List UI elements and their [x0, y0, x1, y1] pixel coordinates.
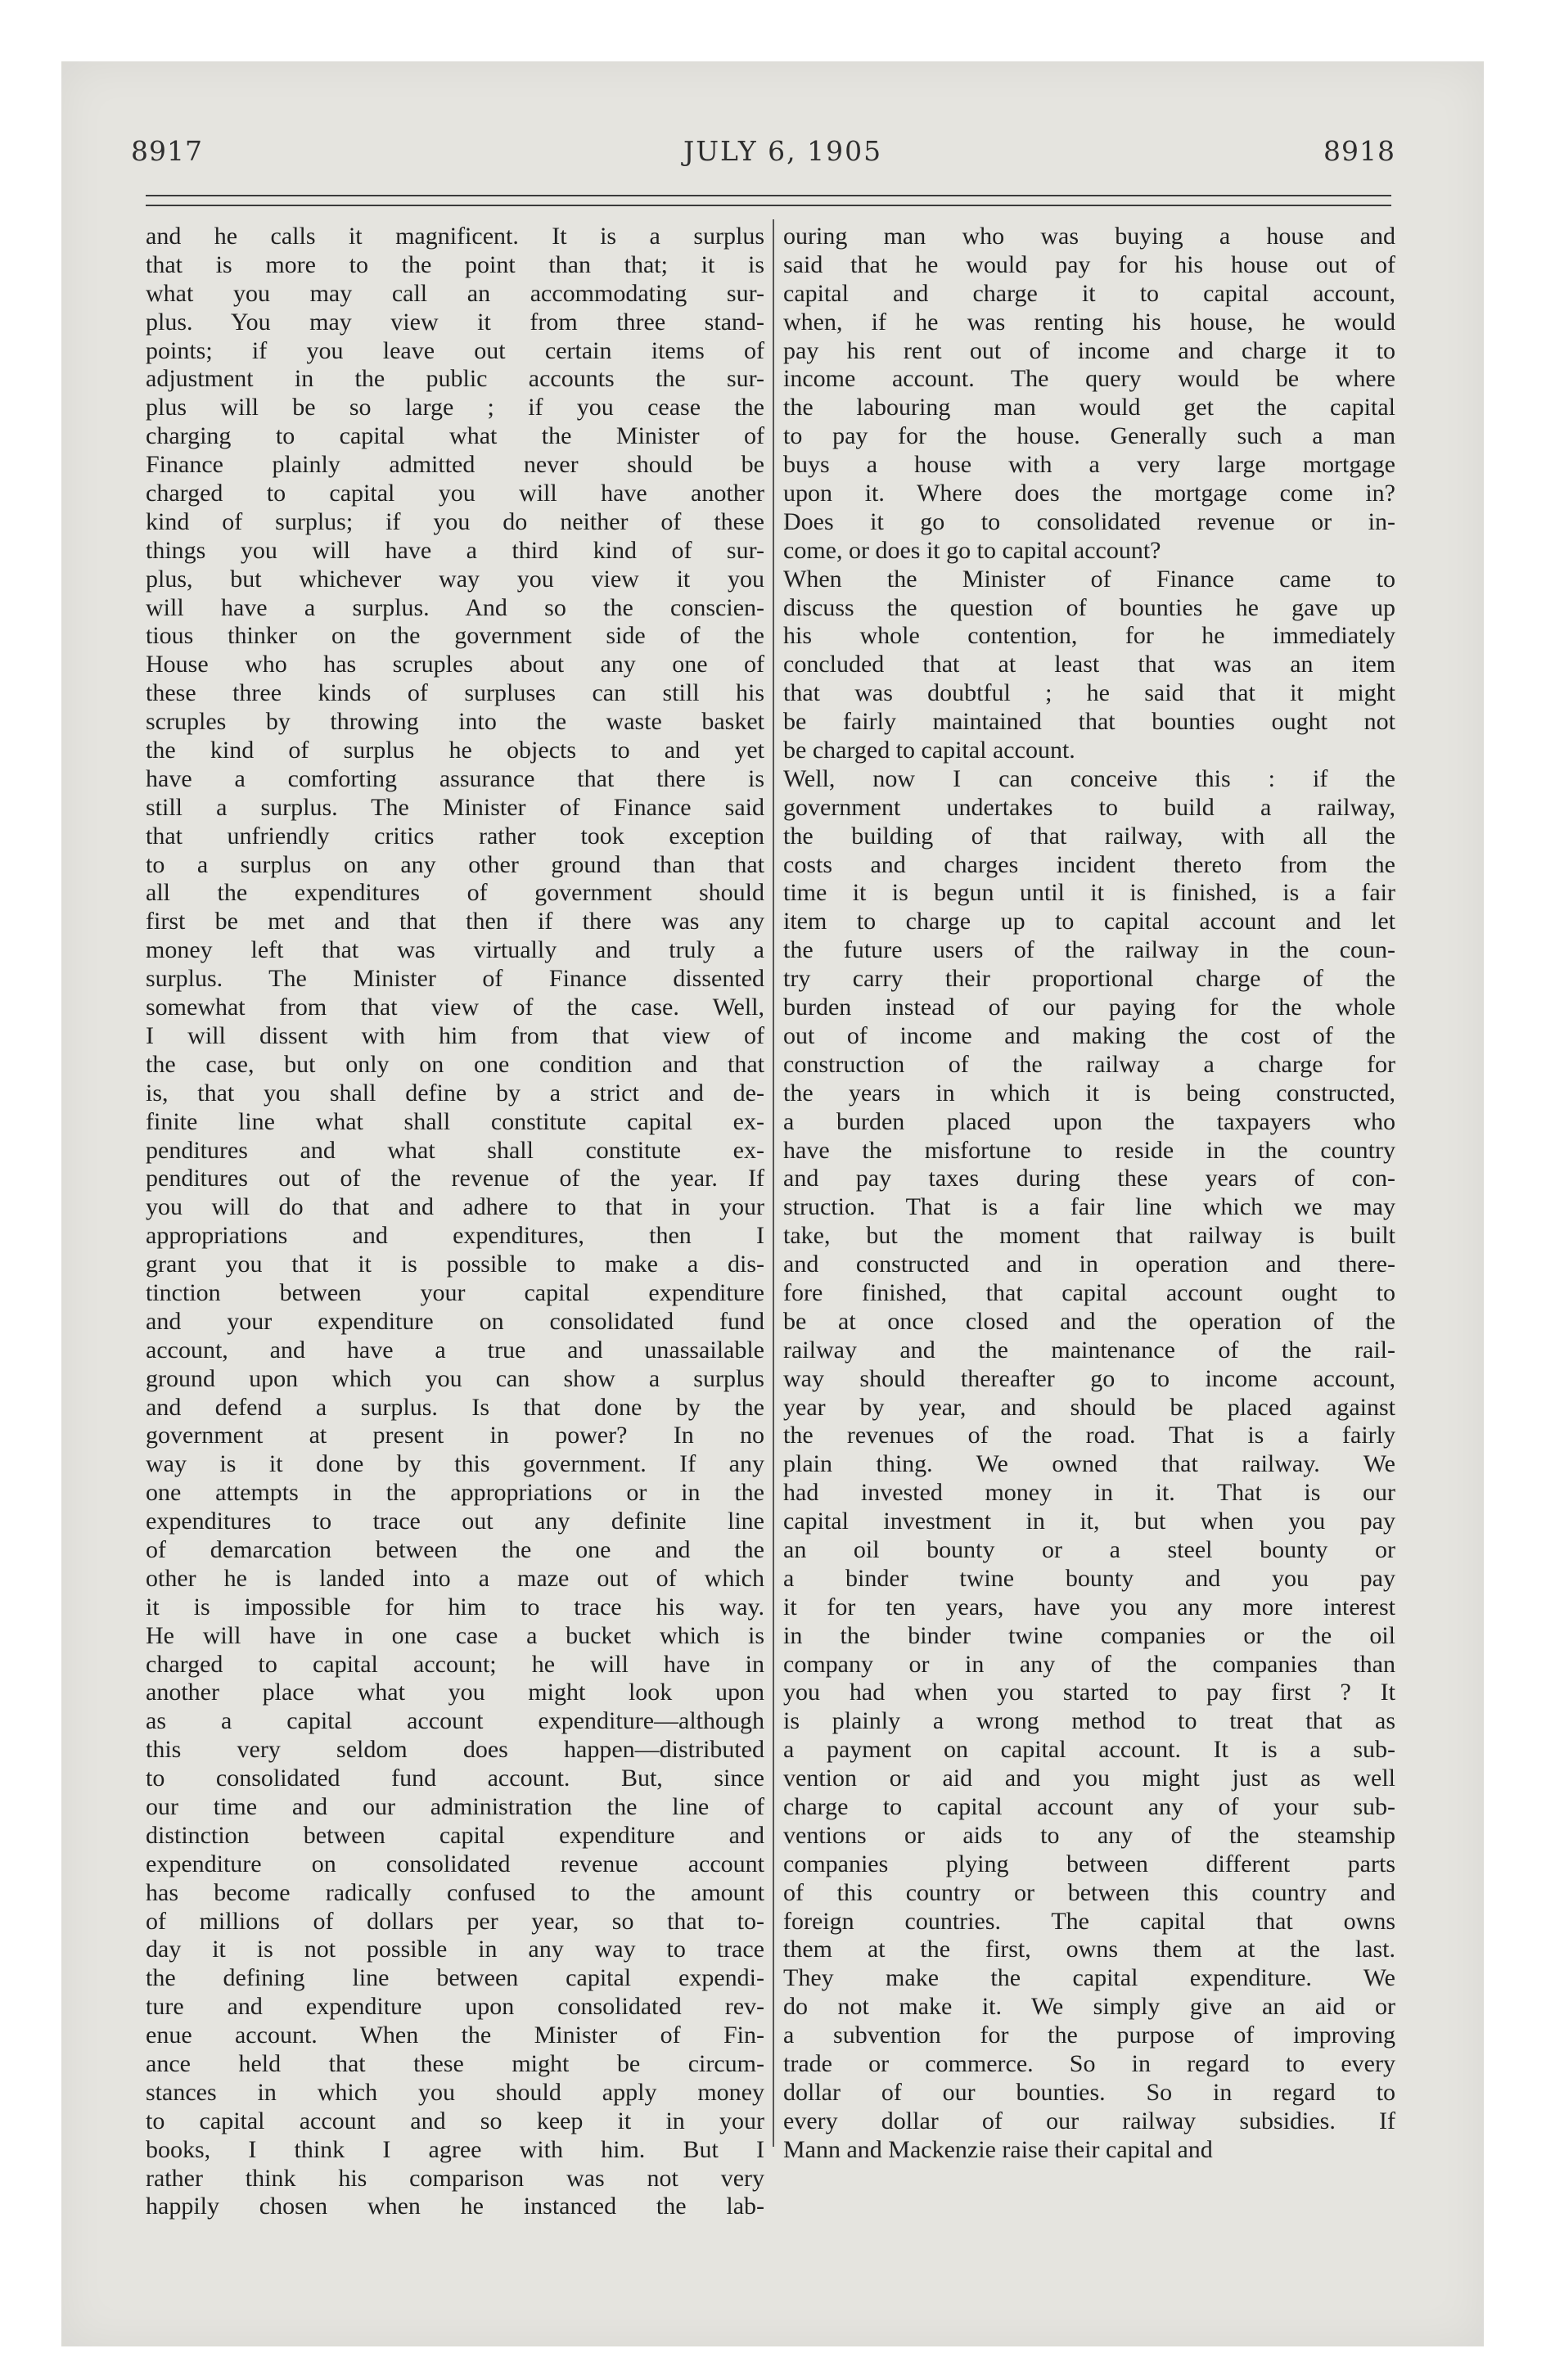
text-line: and constructed and in operation and there-	[783, 1251, 1395, 1278]
text-line: expenditures to trace out any definite line	[146, 1508, 764, 1535]
text-line: capital investment in it, but when you pay	[783, 1508, 1395, 1535]
header-rule-bottom	[146, 205, 1391, 206]
text-line: distinction between capital expenditure and	[146, 1821, 764, 1849]
text-line: surplus. The Minister of Finance dissented	[146, 965, 764, 993]
text-line: House who has scruples about any one of	[146, 651, 764, 678]
text-line: be at once closed and the operation of the	[783, 1307, 1395, 1335]
text-line: is, that you shall define by a strict and de-	[146, 1079, 764, 1107]
text-line: and he calls it magnificent. It is a surplus	[146, 223, 764, 250]
text-line: every dollar of our railway subsidies. If	[783, 2107, 1395, 2134]
text-line: When the Minister of Finance came to	[783, 565, 1395, 593]
text-line: the defining line between capital expendi-	[146, 1964, 764, 1992]
text-line: vention or aid and you might just as well	[783, 1765, 1395, 1792]
text-line: government at present in power? In no	[146, 1422, 764, 1449]
text-line: the case, but only on one condition and that	[146, 1050, 764, 1078]
page-date: JULY 6, 1905	[683, 135, 883, 167]
text-line: out of income and making the cost of the	[783, 1021, 1395, 1049]
text-line: upon it. Where does the mortgage come in?	[783, 480, 1395, 507]
text-line: another place what you might look upon	[146, 1679, 764, 1706]
text-line: grant you that it is possible to make a dis-	[146, 1251, 764, 1278]
text-line: construction of the railway a charge for	[783, 1050, 1395, 1078]
text-line: penditures out of the revenue of the year. If	[146, 1165, 764, 1192]
text-line: kind of surplus; if you do neither of these	[146, 507, 764, 535]
text-line: points; if you leave out certain items of	[146, 336, 764, 364]
text-line: way should thereafter go to income account,	[783, 1364, 1395, 1392]
text-line: to pay for the house. Generally such a man	[783, 422, 1395, 450]
text-line: have the misfortune to reside in the country	[783, 1136, 1395, 1164]
text-line: charge to capital account any of your sub-	[783, 1792, 1395, 1820]
text-line: that was doubtful ; he said that it might	[783, 679, 1395, 707]
text-line: had invested money in it. That is our	[783, 1479, 1395, 1507]
text-line: be charged to capital account.	[783, 737, 1075, 764]
text-line: Finance plainly admitted never should be	[146, 451, 764, 479]
text-line: still a surplus. The Minister of Finance said	[146, 793, 764, 821]
text-line: rather think his comparison was not very	[146, 2164, 764, 2192]
text-line: costs and charges incident thereto from the	[783, 850, 1395, 878]
text-line: in the binder twine companies or the oil	[783, 1621, 1395, 1649]
text-line: adjustment in the public accounts the sur-	[146, 365, 764, 393]
text-line: his whole contention, for he immediately	[783, 622, 1395, 650]
text-line: burden instead of our paying for the whole	[783, 994, 1395, 1021]
text-line: a subvention for the purpose of improving	[783, 2022, 1395, 2049]
page-number-left: 8917	[131, 135, 203, 167]
text-line: a binder twine bounty and you pay	[783, 1564, 1395, 1592]
text-line: fore finished, that capital account ought to	[783, 1278, 1395, 1306]
text-line: try carry their proportional charge of the	[783, 965, 1395, 993]
text-line: it for ten years, have you any more interest	[783, 1593, 1395, 1620]
text-line: ouring man who was buying a house and	[783, 223, 1395, 250]
text-line: government undertakes to build a railway,	[783, 793, 1395, 821]
text-line: charged to capital account; he will have in	[146, 1650, 764, 1678]
text-line: appropriations and expenditures, then I	[146, 1222, 764, 1250]
text-line: all the expenditures of government should	[146, 879, 764, 907]
text-line: They make the capital expenditure. We	[783, 1964, 1395, 1992]
text-line: money left that was virtually and truly a	[146, 936, 764, 964]
text-line: a burden placed upon the taxpayers who	[783, 1107, 1395, 1135]
text-line: this very seldom does happen—distributed	[146, 1736, 764, 1764]
text-line: come, or does it go to capital account?	[783, 536, 1161, 564]
text-line: plus. You may view it from three stand-	[146, 308, 764, 336]
text-line: He will have in one case a bucket which is	[146, 1621, 764, 1649]
text-line: ance held that these might be circum-	[146, 2050, 764, 2077]
text-line: the years in which it is being constructed,	[783, 1079, 1395, 1107]
text-line: take, but the moment that railway is built	[783, 1222, 1395, 1250]
text-line: of this country or between this country and	[783, 1878, 1395, 1906]
text-line: day it is not possible in any way to trace	[146, 1936, 764, 1963]
text-line: stances in which you should apply money	[146, 2078, 764, 2106]
header-rule-top	[146, 195, 1391, 196]
text-line: to a surplus on any other ground than that	[146, 850, 764, 878]
text-line: them at the first, owns them at the last.	[783, 1936, 1395, 1963]
text-line: to capital account and so keep it in your	[146, 2107, 764, 2134]
text-line: Well, now I can conceive this : if the	[783, 764, 1395, 792]
text-line: said that he would pay for his house out of	[783, 250, 1395, 278]
text-line: year by year, and should be placed against	[783, 1393, 1395, 1421]
text-line: I will dissent with him from that view of	[146, 1021, 764, 1049]
text-line: you had when you started to pay first ? It	[783, 1679, 1395, 1706]
text-line: be fairly maintained that bounties ought not	[783, 708, 1395, 736]
text-line: has become radically confused to the amount	[146, 1878, 764, 1906]
text-line: as a capital account expenditure—although	[146, 1707, 764, 1735]
text-line: ventions or aids to any of the steamship	[783, 1821, 1395, 1849]
text-line: of millions of dollars per year, so that to-	[146, 1907, 764, 1935]
text-line: finite line what shall constitute capital ex-	[146, 1107, 764, 1135]
text-line: ture and expenditure upon consolidated rev-	[146, 1993, 764, 2021]
text-line: when, if he was renting his house, he would	[783, 308, 1395, 336]
text-line: dollar of our bounties. So in regard to	[783, 2078, 1395, 2106]
text-line: plus, but whichever way you view it you	[146, 565, 764, 593]
text-line: discuss the question of bounties he gave up	[783, 593, 1395, 621]
text-line: what you may call an accommodating sur-	[146, 279, 764, 307]
text-line: one attempts in the appropriations or in the	[146, 1479, 764, 1507]
text-line: the labouring man would get the capital	[783, 394, 1395, 421]
text-line: that unfriendly critics rather took exception	[146, 822, 764, 850]
text-line: happily chosen when he instanced the lab-	[146, 2193, 764, 2220]
text-line: Mann and Mackenzie raise their capital and	[783, 2135, 1213, 2163]
column-divider	[773, 219, 774, 2147]
text-line: have a comforting assurance that there is	[146, 764, 764, 792]
text-line: ground upon which you can show a surplus	[146, 1364, 764, 1392]
text-line: the future users of the railway in the coun-	[783, 936, 1395, 964]
text-line: time it is begun until it is finished, is a fair	[783, 879, 1395, 907]
text-line: enue account. When the Minister of Fin-	[146, 2022, 764, 2049]
text-line: item to charge up to capital account and let	[783, 908, 1395, 935]
text-line: somewhat from that view of the case. Well,	[146, 994, 764, 1021]
text-line: foreign countries. The capital that owns	[783, 1907, 1395, 1935]
text-line: charged to capital you will have another	[146, 480, 764, 507]
text-line: account, and have a true and unassailable	[146, 1336, 764, 1364]
text-line: it is impossible for him to trace his way.	[146, 1593, 764, 1620]
text-line: first be met and that then if there was any	[146, 908, 764, 935]
text-line: will have a surplus. And so the conscien-	[146, 593, 764, 621]
text-line: capital and charge it to capital account,	[783, 279, 1395, 307]
text-line: that is more to the point than that; it is	[146, 250, 764, 278]
text-line: plus will be so large ; if you cease the	[146, 394, 764, 421]
text-line: tious thinker on the government side of the	[146, 622, 764, 650]
text-line: books, I think I agree with him. But I	[146, 2135, 764, 2163]
text-line: charging to capital what the Minister of	[146, 422, 764, 450]
text-line: income account. The query would be where	[783, 365, 1395, 393]
text-line: our time and our administration the line of	[146, 1792, 764, 1820]
text-line: a payment on capital account. It is a sub-	[783, 1736, 1395, 1764]
text-line: way is it done by this government. If any	[146, 1450, 764, 1478]
text-line: to consolidated fund account. But, since	[146, 1765, 764, 1792]
text-line: is plainly a wrong method to treat that as	[783, 1707, 1395, 1735]
text-line: of demarcation between the one and the	[146, 1535, 764, 1563]
text-line: you will do that and adhere to that in your	[146, 1193, 764, 1221]
text-line: penditures and what shall constitute ex-	[146, 1136, 764, 1164]
text-line: things you will have a third kind of sur-	[146, 536, 764, 564]
text-line: pay his rent out of income and charge it to	[783, 336, 1395, 364]
text-line: an oil bounty or a steel bounty or	[783, 1535, 1395, 1563]
text-line: the revenues of the road. That is a fairly	[783, 1422, 1395, 1449]
text-line: scruples by throwing into the waste basket	[146, 708, 764, 736]
text-line: concluded that at least that was an item	[783, 651, 1395, 678]
text-line: these three kinds of surpluses can still his	[146, 679, 764, 707]
text-line: companies plying between different parts	[783, 1850, 1395, 1877]
right-column	[783, 223, 1395, 2165]
text-line: Does it go to consolidated revenue or in-	[783, 507, 1395, 535]
text-line: and defend a surplus. Is that done by the	[146, 1393, 764, 1421]
text-line: trade or commerce. So in regard to every	[783, 2050, 1395, 2077]
page-number-right: 8918	[1323, 135, 1395, 167]
left-column	[146, 223, 764, 2221]
text-line: the building of that railway, with all the	[783, 822, 1395, 850]
text-line: buys a house with a very large mortgage	[783, 451, 1395, 479]
text-line: other he is landed into a maze out of which	[146, 1564, 764, 1592]
text-line: and your expenditure on consolidated fund	[146, 1307, 764, 1335]
text-line: do not make it. We simply give an aid or	[783, 1993, 1395, 2021]
text-line: tinction between your capital expenditure	[146, 1278, 764, 1306]
text-line: railway and the maintenance of the rail-	[783, 1336, 1395, 1364]
text-line: struction. That is a fair line which we may	[783, 1193, 1395, 1221]
text-line: plain thing. We owned that railway. We	[783, 1450, 1395, 1478]
text-line: and pay taxes during these years of con-	[783, 1165, 1395, 1192]
text-line: the kind of surplus he objects to and yet	[146, 737, 764, 764]
text-line: expenditure on consolidated revenue account	[146, 1850, 764, 1877]
text-line: company or in any of the companies than	[783, 1650, 1395, 1678]
